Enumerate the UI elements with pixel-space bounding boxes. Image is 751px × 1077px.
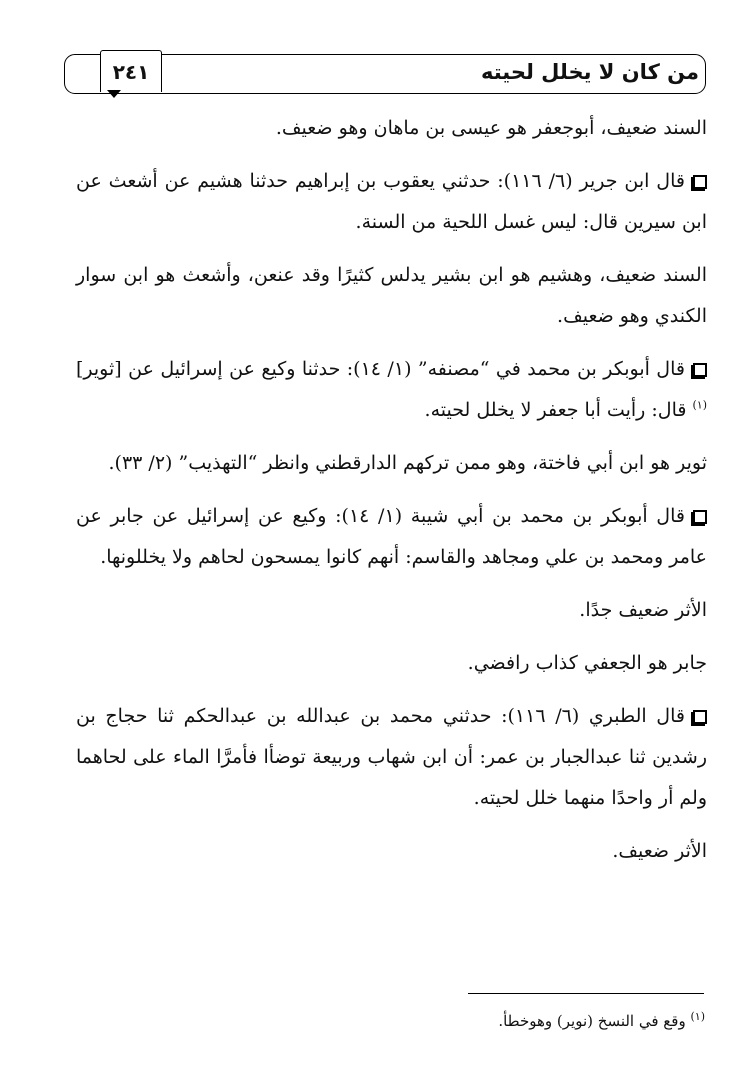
paragraph-text: الأثر ضعيف جدًا. <box>579 599 707 621</box>
square-bullet-icon <box>693 175 707 189</box>
paragraph <box>76 161 707 243</box>
paragraph <box>76 496 707 578</box>
square-bullet-icon <box>693 710 707 724</box>
paragraph-text: ثوير هو ابن أبي فاختة، وهو ممن تركهم الدارقطني وانظر “التهذيب” (٢/ ٣٣). <box>108 452 707 474</box>
square-bullet-icon <box>693 363 707 377</box>
paragraph <box>76 443 707 484</box>
footnote <box>498 1010 705 1032</box>
page-body <box>76 108 707 884</box>
paragraph-text: قال أبوبكر بن محمد في “مصنفه” (١/ ١٤): حدثنا وكيع عن إسرائيل عن [ثوير] <box>76 358 685 380</box>
running-title: من كان لا يخلل لحيته <box>480 60 699 84</box>
footnote-number: (١) <box>690 1010 705 1023</box>
footnote-text: وقع في النسخ (نوير) وهوخطأ. <box>498 1012 686 1030</box>
page-number-tab <box>100 50 162 92</box>
paragraph-text: السند ضعيف، أبوجعفر هو عيسى بن ماهان وهو ضعيف. <box>275 117 707 139</box>
footnote-ref: (١) <box>692 398 707 412</box>
paragraph-text: قال الطبري (٦/ ١١٦): حدثني محمد بن عبدالله بن عبدالحكم ثنا حجاج بن رشدين ثنا عبدالجبار بن عمر: أن ابن شهاب وربيعة توضأا فأمرَّا الماء على لحاهما ولم أر واحدًا منهما خلل لحيته. <box>76 705 707 809</box>
footnote-divider <box>468 993 704 994</box>
paragraph-text: قال ابن جرير (٦/ ١١٦): حدثني يعقوب بن إبراهيم حدثنا هشيم عن أشعث عن ابن سيرين قال: ليس غسل اللحية من السنة. <box>76 170 707 233</box>
paragraph-text: قال: رأيت أبا جعفر لا يخلل لحيته. <box>424 399 693 421</box>
page-number: ٢٤١ <box>112 59 150 84</box>
paragraph-text: قال أبوبكر بن محمد بن أبي شيبة (١/ ١٤): وكيع عن إسرائيل عن جابر عن عامر ومحمد بن علي ومجاهد والقاسم: أنهم كانوا يمسحون لحاهم ولا يخللونها. <box>76 505 707 568</box>
square-bullet-icon <box>693 510 707 524</box>
paragraph-text: جابر هو الجعفي كذاب رافضي. <box>467 652 707 674</box>
paragraph <box>76 831 707 872</box>
paragraph-text: السند ضعيف، وهشيم هو ابن بشير يدلس كثيرًا وقد عنعن، وأشعث هو ابن سوار الكندي وهو ضعيف. <box>76 264 707 327</box>
paragraph <box>76 255 707 337</box>
tab-notch-icon <box>107 90 121 98</box>
paragraph <box>76 349 707 431</box>
paragraph <box>76 108 707 149</box>
paragraph <box>76 643 707 684</box>
paragraph <box>76 696 707 819</box>
paragraph-text: الأثر ضعيف. <box>612 840 707 862</box>
paragraph <box>76 590 707 631</box>
